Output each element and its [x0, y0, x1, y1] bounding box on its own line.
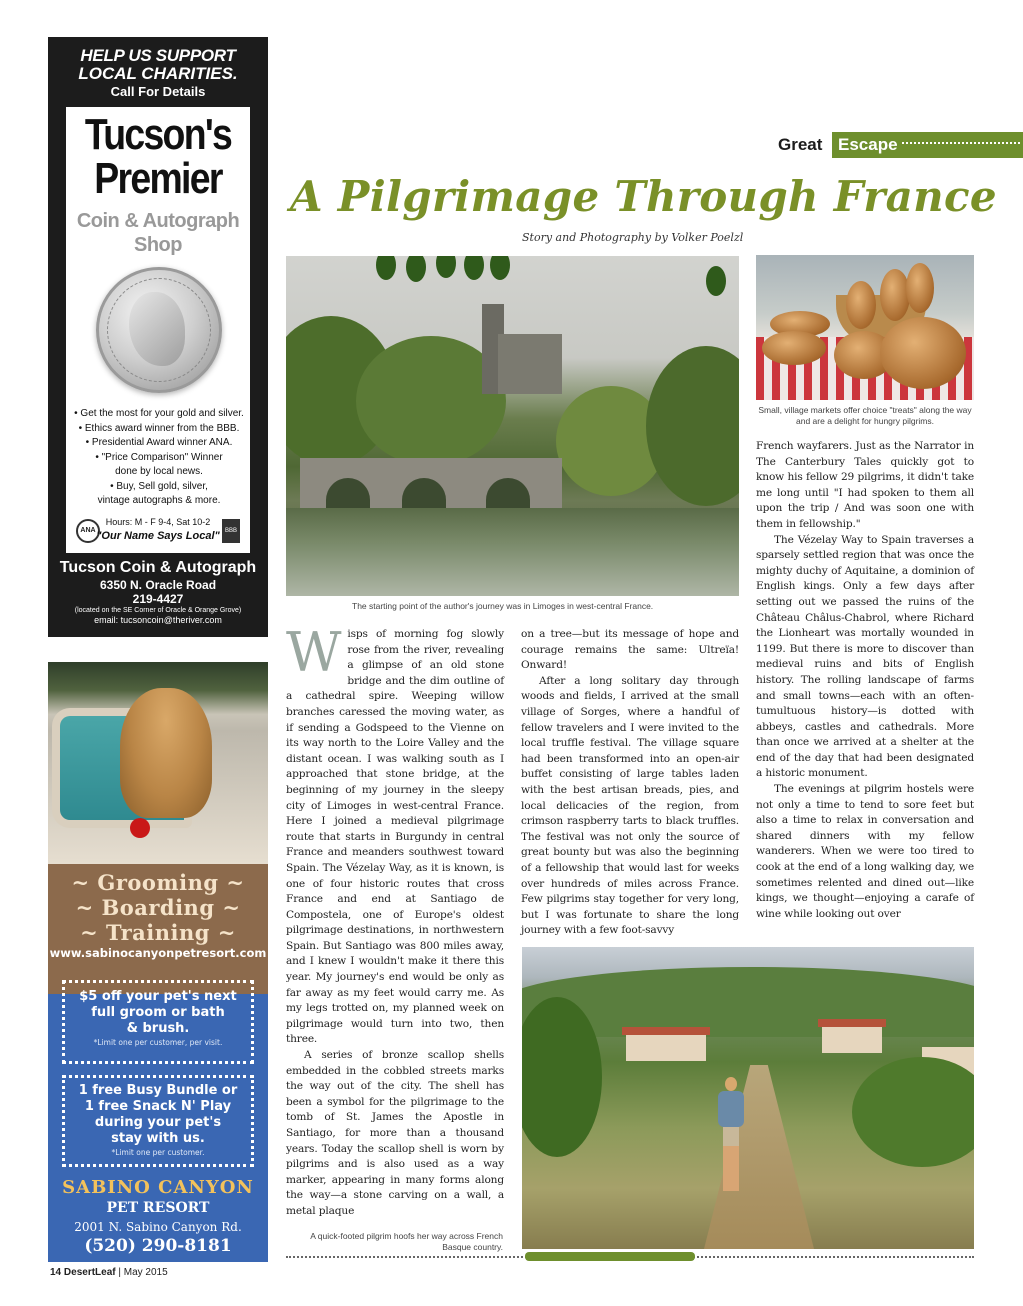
service-grooming: ~ Grooming ~ — [71, 870, 245, 895]
pet-resort-brand-sub: PET RESORT — [106, 1200, 210, 1216]
coin-shop-ad — [48, 37, 268, 637]
ad-bullet: vintage autographs & more. — [97, 495, 221, 506]
caption-main-photo: The starting point of the author's journey was in Limoges in west-central France. — [352, 601, 654, 611]
ad-address: 6350 N. Oracle Road — [99, 578, 217, 592]
section-header — [778, 130, 1023, 158]
bread-loaf-shape — [906, 263, 934, 313]
ad-border-right — [250, 41, 264, 633]
article-column-3 — [756, 439, 974, 922]
leaf-shape — [406, 256, 426, 282]
coupon-busy-bundle — [62, 1075, 254, 1167]
article-paragraph: The evenings at pilgrim hostels were not only a time to tend to sore feet but also a time to relax in conversation and shared dinners with my fellow wanderers. When we were too tired to cook at the end of a long walking day, we sometimes relented and dined out—like kings, we thought—enjoying a carafe of wine while looking out over — [756, 783, 974, 920]
pilgrim-trail-photo — [522, 947, 974, 1249]
paragraph-text: isps of morning fog slowly rose from the river, revealing a glimpse of an old stone bridge and the dim outline of a cathedral spire. Weeping willow branches caressed the moving water, as if sending a Godspeed to the Vienne on its way north to the Loire Valley and the distant ocean. I was walking south as I approached that stone bridge, at the beginning of my journey in the sleepy city of Limoges in west-central France. Here I joined a medieval pilgrimage route that starts in Burgundy in central France and meanders southwest toward Spain. The Vézelay Way, as it is known, is one of four historic routes that cross France and end at Santiago de Compostela, one of Europe's oldest pilgrimage destinations, in northwestern Spain. But Santiago was 800 miles away, and I knew I wouldn't make it there this year. My journey's end would be only as far away as my feet would carry me. As my legs trotted on, my planned week on pilgrimage would turn into two, then three. — [286, 628, 504, 1046]
magazine-name: DesertLeaf — [63, 1267, 116, 1278]
bbb-logo-icon: BBB — [222, 519, 240, 543]
bread-loaf-shape — [846, 281, 876, 329]
ad-bullet: • "Price Comparison" Winner — [95, 451, 223, 463]
bread-loaf-shape — [880, 317, 966, 389]
coupon2-line2: 1 free Snack N' Play — [84, 1099, 232, 1114]
leaf-shape — [706, 266, 726, 296]
section-dotted-rule — [902, 142, 1020, 144]
article-paragraph: on a tree—but its message of hope and courage remains the same: Ultreïa! Onward! — [521, 628, 739, 672]
ad-bullet: • Get the most for your gold and silver. — [74, 408, 244, 419]
coupon2-fine-print: *Limit one per customer. — [111, 1148, 205, 1157]
section-word-great: Great — [778, 135, 823, 154]
article-paragraph — [286, 621, 504, 1048]
ad-top-line3: Call For Details — [110, 84, 206, 99]
footer-accent-bar — [525, 1252, 695, 1261]
roof-shape — [622, 1027, 710, 1035]
ad-location-note: (located on the SE Corner of Oracle & Orange Grove) — [74, 607, 242, 614]
tree-shape — [852, 1057, 974, 1167]
ad-top-banner — [52, 41, 264, 107]
caption-bread-photo: Small, village markets offer choice "treats" along the way and are a delight for hungry pilgrims. — [758, 405, 972, 426]
ad-contact-block — [52, 553, 264, 633]
section-word-escape: Escape — [832, 132, 1023, 158]
ad-email: email: tucsoncoin@theriver.com — [94, 615, 222, 625]
ad-business-name: Tucson Coin & Autograph — [59, 559, 257, 576]
ad-hours: Hours: M - F 9-4, Sat 10-2 — [105, 517, 211, 527]
article-paragraph: A series of bronze scallop shells embedded in the cobbled streets marks the way out of the city. The shell has been a symbol for the pilgrimage to the tomb of St. James the Apostle in Santiago, for more than a thousand years. Today the scallop shell is worn by pilgrims and is also used as a way marker, appearing in many forms along the way—a stone carving on a wall, a metal plaque — [286, 1049, 504, 1217]
article-column-1 — [286, 621, 504, 1220]
ad-bullet: • Presidential Award winner ANA. — [85, 437, 233, 448]
ad-border-left — [52, 41, 66, 633]
issue-date: | May 2015 — [118, 1267, 168, 1278]
caption-trail-photo: A quick-footed pilgrim hoofs her way across French Basque country. — [310, 1231, 503, 1252]
backpack-shape — [718, 1091, 744, 1127]
leaf-shape — [376, 256, 396, 280]
page-folio — [50, 1267, 168, 1278]
pet-resort-ad — [48, 662, 268, 1262]
ad-bullet: • Ethics award winner from the BBB. — [78, 422, 240, 434]
ad-bullet-list — [74, 407, 244, 509]
leaf-shape — [436, 256, 456, 278]
leaf-shape — [464, 256, 484, 280]
bread-loaf-shape — [762, 331, 826, 365]
coupon1-line3: & brush. — [126, 1021, 190, 1036]
ad-sub-line1: Coin & Autograph — [76, 210, 240, 232]
ad-subheadline — [66, 209, 250, 257]
silver-dollar-coin-image — [96, 267, 222, 393]
coupon2-line1: 1 free Busy Bundle or — [78, 1083, 238, 1098]
house-shape — [822, 1025, 882, 1053]
cathedral-nave-shape — [498, 334, 562, 394]
coupon2-line3: during your pet's — [94, 1115, 222, 1130]
service-boarding: ~ Boarding ~ — [75, 895, 241, 920]
ad-top-line2: LOCAL CHARITIES. — [78, 64, 238, 83]
ad-headline — [80, 110, 236, 203]
coupon1-line1: $5 off your pet's next — [79, 989, 237, 1004]
ad-headline-line2: Premier — [94, 154, 222, 203]
leaf-shape — [490, 256, 510, 280]
article-paragraph: The Vézelay Way to Spain traverses a sparsely settled region that was once the mighty duchy of Aquitaine, a dominion of English kings. Only a few days after setting out we passed the ruins of the Château Châlus-Chabrol, where Richard the Lionheart was mortally wounded in 1199. But there is more to discover than medieval ruins and bits of English history. The rolling landscape of farms and small towns—each with an often-tumultuous history—is dotted with abbeys, castles and cathedrals. More than once we arrived at a shelter at the end of the day that had been designated a historic monument. — [756, 533, 974, 780]
dog-in-pool-photo — [48, 662, 268, 864]
red-ball-shape — [130, 818, 150, 838]
coupon1-line2: full groom or bath — [91, 1005, 225, 1020]
ana-logo-icon: ANA — [76, 519, 100, 543]
article-column-2 — [521, 627, 739, 939]
services-panel — [48, 864, 268, 994]
article-title: A Pilgrimage Through France — [290, 172, 997, 221]
house-shape — [626, 1033, 706, 1061]
ad-bullet: done by local news. — [115, 466, 203, 477]
article-paragraph: After a long solitary day through woods and fields, I arrived at the small village of Sorges, where a handful of fellow travelers and I were invited to the local truffle festival. The village square had been transformed into an open-air buffet consisting of large tables laden with the best artisan breads, pies, and local delicacies of the region, from crimson raspberry tarts to black truffles. The festival was not only the source of great bounty but was also the beginning of a fellowship that would last for weeks over hundreds of miles across France. Few pilgrims stay together for very long, but I was fortunate to share the long journey with a few foot-savvy — [521, 674, 739, 937]
pet-resort-brand: SABINO CANYON — [62, 1177, 254, 1198]
roof-shape — [818, 1019, 886, 1027]
pet-ad-phone: (520) 290-8181 — [84, 1236, 232, 1256]
coupon2-line4: stay with us. — [111, 1131, 205, 1146]
pet-ad-website: www.sabinocanyonpetresort.com — [49, 946, 267, 960]
ad-phone: 219-4427 — [132, 592, 184, 606]
ad-bullet: • Buy, Sell gold, silver, — [110, 480, 208, 492]
pet-ad-address: 2001 N. Sabino Canyon Rd. — [74, 1220, 242, 1234]
article-paragraph: French wayfarers. Just as the Narrator in The Canterbury Tales quickly got to know his fellow 29 pilgrims, it didn't take me long until "I had spoken to them all upon the trip / And was soon one with them in fellowship." — [756, 440, 974, 530]
article-byline: Story and Photography by Volker Poelzl — [522, 231, 744, 244]
bread-market-photo — [756, 255, 974, 400]
ad-sub-line2: Shop — [134, 234, 182, 256]
bread-loaf-shape — [880, 269, 910, 321]
hiker-legs-shape — [723, 1127, 739, 1191]
golden-retriever-shape — [120, 688, 212, 818]
drop-cap: W — [286, 621, 342, 684]
hiker-head-shape — [725, 1077, 737, 1091]
page-number: 14 — [50, 1267, 62, 1278]
coupon1-fine-print: *Limit one per customer, per visit. — [93, 1038, 223, 1047]
service-training: ~ Training ~ — [80, 920, 236, 945]
limoges-bridge-photo — [286, 256, 739, 596]
ad-slogan: "Our Name Says Local" — [96, 530, 220, 542]
river-shape — [286, 508, 739, 596]
ad-top-line1: HELP US SUPPORT — [80, 46, 236, 65]
tree-shape — [646, 346, 739, 506]
ad-headline-line1: Tucson's — [84, 110, 232, 159]
coupon-grooming — [62, 980, 254, 1064]
hiker-figure — [714, 1077, 748, 1197]
